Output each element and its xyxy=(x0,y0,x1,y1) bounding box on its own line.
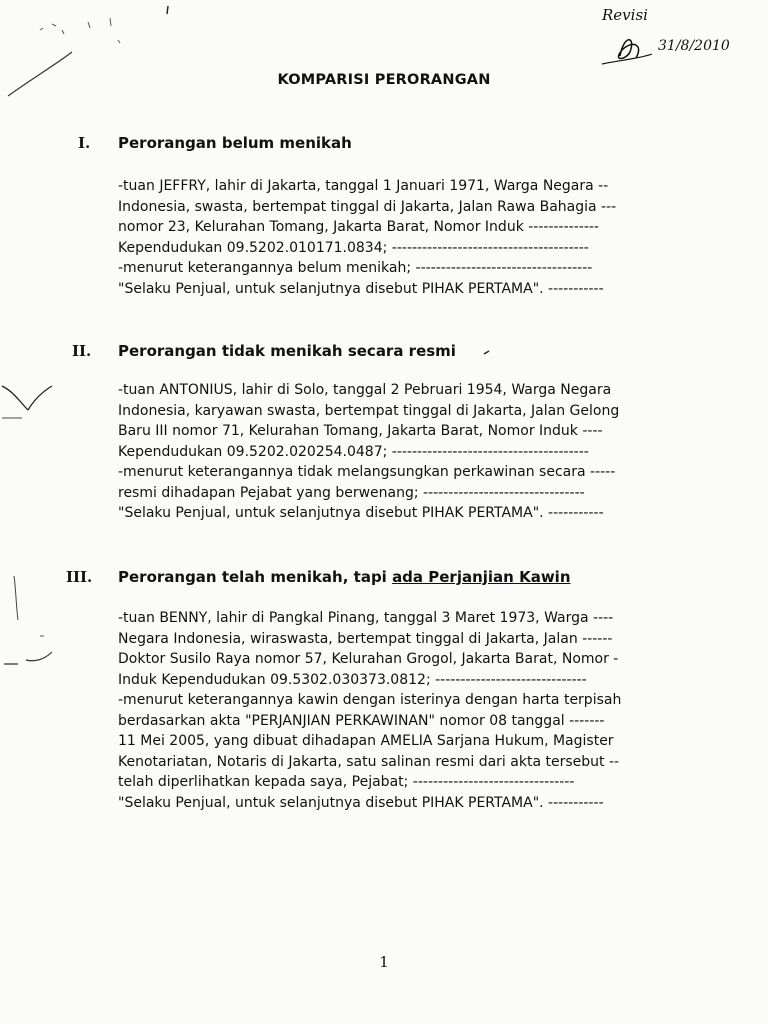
body-line: Kependudukan 09.5202.020254.0487; --------------------------------------- xyxy=(118,443,589,460)
body-line: Indonesia, swasta, bertempat tinggal di Jakarta, Jalan Rawa Bahagia --- xyxy=(118,198,617,215)
body-line: Kenotariatan, Notaris di Jakarta, satu salinan resmi dari akta tersebut -- xyxy=(118,753,620,770)
body-line: Kependudukan 09.5202.010171.0834; --------------------------------------- xyxy=(118,239,589,256)
body-line: -menurut keterangannya belum menikah; ----------------------------------- xyxy=(118,260,593,276)
body-line: telah diperlihatkan kepada saya, Pejabat; -------------------------------- xyxy=(118,774,575,790)
section-title-text: Perorangan telah menikah, tapi xyxy=(118,568,393,586)
body-line: nomor 23, Kelurahan Tomang, Jakarta Barat, Nomor Induk -------------- xyxy=(118,219,599,235)
section-body-1 xyxy=(118,176,692,299)
body-line: -menurut keterangannya kawin dengan isterinya dengan harta terpisah xyxy=(118,692,622,708)
body-line: "Selaku Penjual, untuk selanjutnya disebut PIHAK PERTAMA". ----------- xyxy=(118,794,604,811)
section-number: II. xyxy=(72,342,92,360)
body-line: -tuan ANTONIUS, lahir di Solo, tanggal 2 Pebruari 1954, Warga Negara xyxy=(118,382,612,398)
section-title-text: Perorangan tidak menikah secara resmi xyxy=(118,342,456,360)
document-title: KOMPARISI PERORANGAN xyxy=(277,72,491,88)
page-number: 1 xyxy=(379,953,389,971)
section-title-underlined: ada Perjanjian Kawin xyxy=(392,568,571,586)
body-line: -tuan JEFFRY, lahir di Jakarta, tanggal 1 Januari 1971, Warga Negara -- xyxy=(118,178,609,194)
body-line: "Selaku Penjual, untuk selanjutnya disebut PIHAK PERTAMA". ----------- xyxy=(118,505,604,521)
section-title xyxy=(118,134,352,152)
section-title-text: Perorangan belum menikah xyxy=(118,134,352,152)
body-line: Indonesia, karyawan swasta, bertempat tinggal di Jakarta, Jalan Gelong xyxy=(118,402,620,419)
revision-label: Revisi xyxy=(602,6,648,24)
body-line: Doktor Susilo Raya nomor 57, Kelurahan Grogol, Jakarta Barat, Nomor - xyxy=(118,651,619,667)
body-line: resmi dihadapan Pejabat yang berwenang; -------------------------------- xyxy=(118,484,585,501)
body-line: 11 Mei 2005, yang dibuat dihadapan AMELIA Sarjana Hukum, Magister xyxy=(118,733,614,749)
body-line: Baru III nomor 71, Kelurahan Tomang, Jakarta Barat, Nomor Induk ---- xyxy=(118,423,603,439)
body-line: -menurut keterangannya tidak melangsungkan perkawinan secara ----- xyxy=(118,464,616,480)
body-line: -tuan BENNY, lahir di Pangkal Pinang, tanggal 3 Maret 1973, Warga ---- xyxy=(118,610,614,626)
body-line: Induk Kependudukan 09.5302.030373.0812; ------------------------------ xyxy=(118,671,587,688)
section-body-3 xyxy=(118,608,692,813)
body-line: berdasarkan akta "PERJANJIAN PERKAWINAN" nomor 08 tanggal ------- xyxy=(118,712,605,729)
section-title xyxy=(118,568,571,586)
section-title xyxy=(118,342,456,360)
revision-annotation xyxy=(592,4,742,74)
revision-date: 31/8/2010 xyxy=(658,38,730,54)
body-line: "Selaku Penjual, untuk selanjutnya disebut PIHAK PERTAMA". ----------- xyxy=(118,280,604,297)
body-line: Negara Indonesia, wiraswasta, bertempat tinggal di Jakarta, Jalan ------ xyxy=(118,630,613,647)
section-body-2 xyxy=(118,380,692,524)
section-number: III. xyxy=(66,568,93,586)
section-number: I. xyxy=(78,134,91,152)
